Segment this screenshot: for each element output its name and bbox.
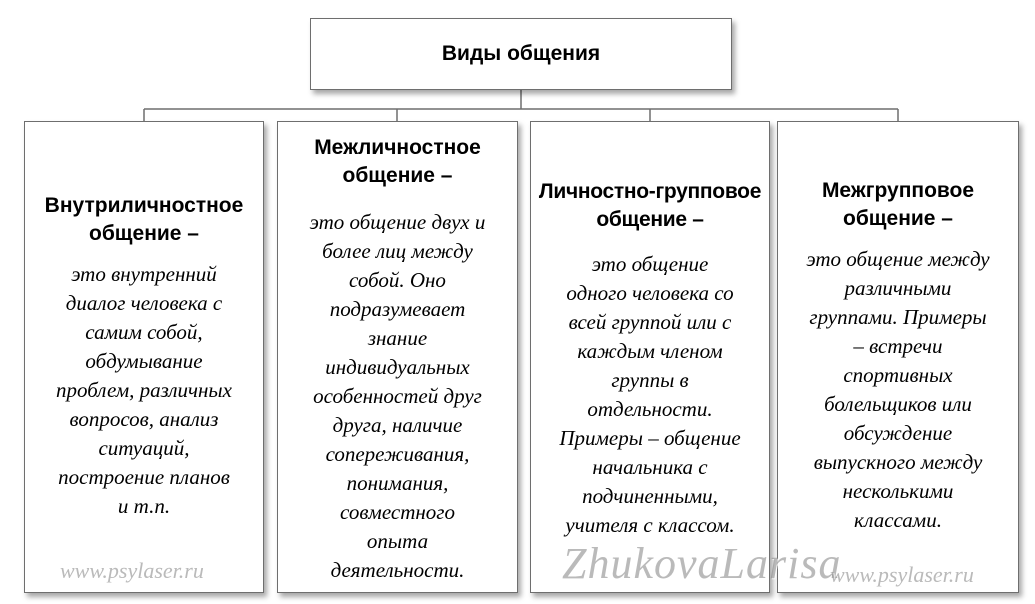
title-line: общение – — [843, 207, 953, 230]
desc-line: друга, наличие — [332, 413, 463, 437]
watermark-site: www.psylaser.ru — [830, 562, 974, 587]
desc-line: выпускного между — [813, 450, 983, 474]
desc-line: индивидуальных — [325, 355, 470, 379]
desc-line: различными — [844, 276, 952, 300]
leaf-description — [29, 260, 259, 521]
desc-line: болельщиков или — [824, 392, 972, 416]
leaf-node-intrapersonal — [24, 121, 264, 593]
watermark-site: www.psylaser.ru — [60, 558, 204, 583]
leaf-description — [780, 245, 1016, 535]
desc-line: диалог человека с — [65, 291, 223, 315]
desc-line: собой. Оно — [349, 268, 446, 292]
desc-line: сопереживания, — [325, 442, 470, 466]
desc-line: построение планов — [58, 465, 230, 489]
title-line: общение – — [596, 208, 704, 231]
leaf-node-interpersonal — [277, 121, 518, 593]
leaf-title — [533, 178, 767, 234]
desc-line: вопросов, анализ — [69, 407, 219, 431]
desc-line: Примеры – общение — [559, 426, 741, 450]
desc-line: это внутренний — [71, 262, 217, 286]
desc-line: подразумевает — [329, 297, 466, 321]
leaf-description — [282, 208, 513, 585]
desc-line: совместного — [340, 500, 455, 524]
leaf-node-personal-group — [530, 121, 770, 593]
desc-line: каждым членом — [577, 339, 723, 363]
leaf-node-intergroup — [777, 121, 1019, 593]
desc-line: учителя с классом. — [565, 513, 735, 537]
desc-line: более лиц между — [322, 239, 473, 263]
desc-line: проблем, различных — [56, 378, 232, 402]
desc-line: спортивных — [843, 363, 953, 387]
desc-line: самим собой, — [85, 320, 203, 344]
desc-line: обдумывание — [85, 349, 203, 373]
desc-line: это общение двух и — [309, 210, 486, 234]
leaf-title — [282, 134, 513, 190]
title-line: Межгрупповое — [821, 179, 975, 202]
desc-line: особенностей друг — [313, 384, 482, 408]
root-node — [310, 18, 732, 90]
desc-line: группы в — [611, 368, 689, 392]
desc-line: подчиненными, — [582, 484, 718, 508]
desc-line: одного человека со — [566, 281, 734, 305]
desc-line: несколькими — [842, 479, 954, 503]
desc-line: отдельности. — [587, 397, 713, 421]
leaf-title — [29, 192, 259, 248]
desc-line: ситуаций, — [98, 436, 190, 460]
desc-line: знание — [367, 326, 428, 350]
desc-line: – встречи — [853, 334, 943, 358]
desc-line: группами. Примеры — [809, 305, 987, 329]
desc-line: обсуждение — [843, 421, 953, 445]
desc-line: это общение — [591, 252, 709, 276]
desc-line: понимания, — [346, 471, 449, 495]
title-line: Внутриличностное — [44, 194, 244, 217]
title-line: общение – — [342, 164, 453, 187]
desc-line: это общение между — [806, 247, 990, 271]
desc-line: опыта — [366, 529, 429, 553]
desc-line: начальника с — [592, 455, 708, 479]
title-line: Межличностное — [314, 136, 481, 159]
desc-line: всей группой или с — [568, 310, 732, 334]
leaf-title — [780, 177, 1016, 233]
watermark-author: ZhukovaLarisa — [562, 539, 842, 588]
title-line: Личностно-групповое — [538, 180, 762, 203]
desc-line: классами. — [854, 508, 942, 532]
desc-line: деятельности. — [330, 558, 465, 582]
desc-line: и т.п. — [117, 494, 171, 518]
leaf-description — [533, 250, 767, 540]
title-line: общение – — [89, 222, 199, 245]
root-title: Виды общения — [441, 42, 601, 65]
